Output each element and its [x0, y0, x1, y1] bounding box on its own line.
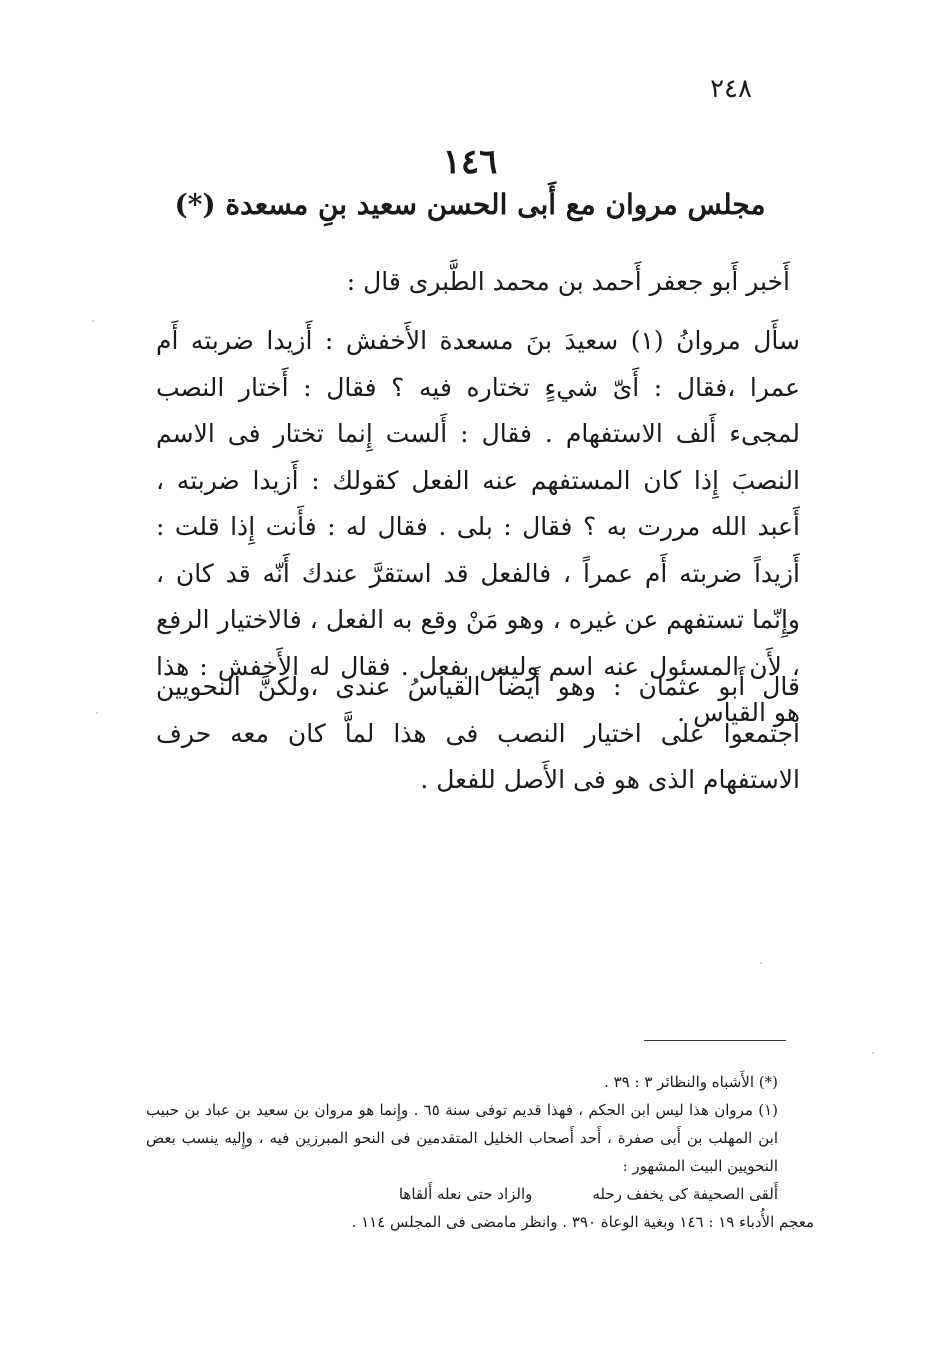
- body-paragraph-2: قال أَبو عثمان : وهو أَيضاً القياسُ عندى ،ولكنَّ النحويين اجتمعوا على اختيار النصب فى هذا لماَّ كان معه حرف الاستفهام الذى هو فى الأَصل للفعل .: [156, 672, 800, 794]
- scan-speck: [760, 962, 762, 964]
- page-number: ٢٤٨: [710, 74, 752, 104]
- section-title: مجلس مروان مع أَبى الحسن سعيد بنِ مسعدة (*): [174, 188, 766, 221]
- verse-second-hemistich: والزاد حتى نعله أَلقاها: [398, 1185, 533, 1203]
- footnotes: [146, 1068, 814, 1236]
- scan-speck: [92, 320, 94, 322]
- chain-of-transmission: أَخبر أَبو جعفر أَحمد بن محمد الطَّبرى قال :: [346, 267, 790, 296]
- footnote-1: (١) مروان هذا ليس ابن الحكم ، فهذا قديم توفى سنة ٦٥ . وإِنما هو مروان بن سعيد بن عباد بن حبيب ابن المهلب بن أَبى صفرة ، أَحد أَصحاب الخليل المتقدمين فى النحو المبرزين فيه ، وإِليه ينسب بعض النحويين البيت المشهور :: [146, 1101, 778, 1175]
- footnote-separator: [644, 1040, 786, 1041]
- footnote-star: (*) الأَشباه والنظائر ٣ : ٣٩ .: [604, 1073, 778, 1091]
- body-paragraph-1: سأَل مروانُ (١) سعيدَ بنَ مسعدة الأَخفش : أَزيدا ضربته أَم عمرا ،فقال : أَىّ شيءٍ تختاره فيه ؟ فقال : أَختار النصب لمجىء أَلف الاستفهام . فقال : أَلست إِنما تختار فى الاسم النصبَ إِذا كان المستفهم عنه الفعل كقولك : أَزيدا ضربته ، أَعبد الله مررت به ؟ فقال : بلى . فقال له : فأَنت إِذا قلت : أَزيداً ضربته أَم عمراً ، فالفعل قد استقرَّ عندك أَنّه قد كان ، وإِنّما تستفهم عن غيره ، وهو مَنْ وقع به الفعل ، فالاختيار الرفع ، لأَن المسئول عنه اسم وليس بفعل . فقال له الأَخفش : هذا هو القياس .: [156, 326, 800, 727]
- footnote-sources: معجم الأُدباء ١٩ : ١٤٦ وبغية الوعاة ٣٩٠ . وانظر مامضى فى المجلس ١١٤ .: [351, 1213, 814, 1231]
- scan-speck: [96, 712, 98, 714]
- section-number: ١٤٦: [442, 142, 498, 182]
- scan-speck: [872, 1052, 874, 1054]
- verse-line: [146, 1180, 814, 1208]
- verse-first-hemistich: أَلقى الصحيفة كى يخفف رحله: [592, 1185, 778, 1203]
